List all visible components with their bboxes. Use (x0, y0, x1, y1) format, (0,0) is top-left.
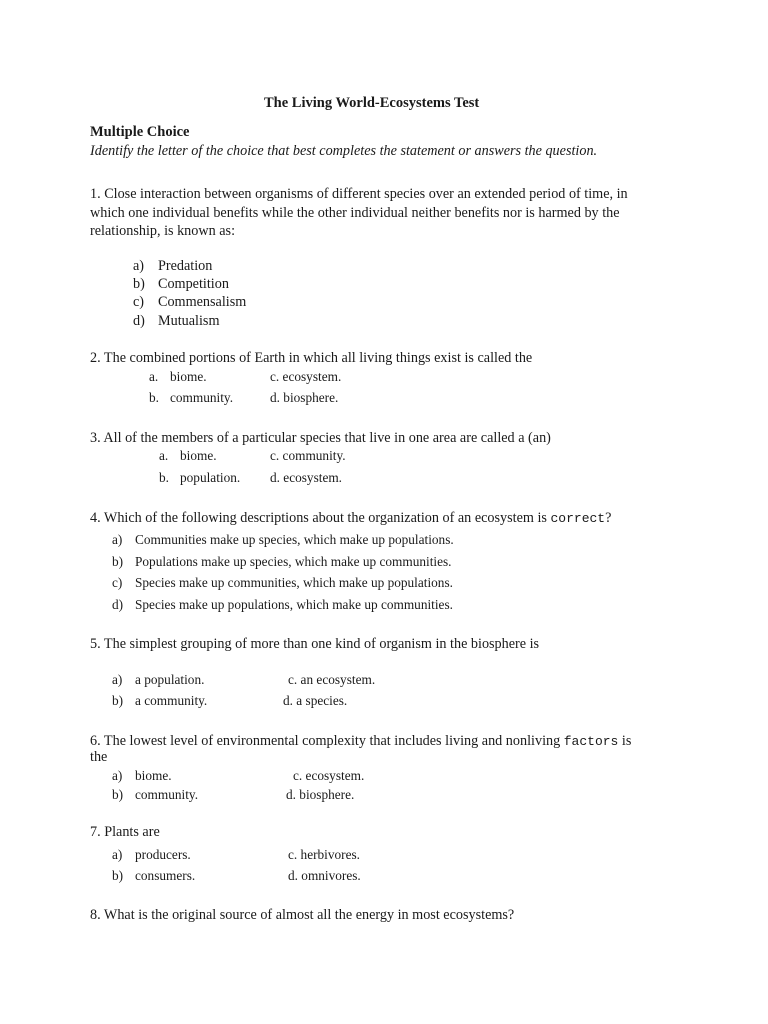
q6-text (90, 733, 631, 750)
q3-text: 3. All of the members of a particular species that live in one area are called a (an) (90, 430, 551, 446)
q2-option-a-letter: a. (149, 369, 159, 384)
q1-option-b-letter: b) (133, 276, 145, 292)
q4-text (90, 510, 611, 527)
q4-option-b-text: Populations make up species, which make up communities. (135, 554, 452, 569)
q1-text-line3: relationship, is known as: (90, 223, 236, 239)
q6-option-b-text: community. (135, 787, 199, 802)
q5-option-d: d. a species. (283, 693, 348, 708)
q1-option-d-letter: d) (133, 313, 145, 329)
q8-text: 8. What is the original source of almost all the energy in most ecosystems? (90, 907, 515, 923)
q3-option-a-text: biome. (180, 448, 217, 463)
q2-option-b-letter: b. (149, 390, 159, 405)
q1-option-b-text: Competition (158, 276, 229, 292)
q3-option-b-text: population. (180, 470, 241, 485)
q4-option-c-letter: c) (112, 575, 123, 590)
q5-option-a-letter: a) (112, 672, 123, 687)
q6-text-line2: the (90, 749, 108, 765)
q2-text: 2. The combined portions of Earth in which all living things exist is called the (90, 350, 533, 366)
q3-option-a-letter: a. (159, 448, 169, 463)
q2-option-a-text: biome. (170, 369, 207, 384)
q6-option-a-letter: a) (112, 768, 123, 783)
q6-option-c: c. ecosystem. (293, 768, 365, 783)
q6-text-main: 6. The lowest level of environmental complexity that includes living and nonliving (90, 733, 561, 749)
q4-option-b-letter: b) (112, 554, 124, 569)
q4-option-d-text: Species make up populations, which make up communities. (135, 597, 453, 612)
q4-option-a-letter: a) (112, 532, 123, 547)
q5-option-b-letter: b) (112, 693, 124, 708)
q6-option-b-letter: b) (112, 787, 124, 802)
q2-option-c: c. ecosystem. (270, 369, 342, 384)
q5-option-a-text: a population. (135, 672, 205, 687)
section-heading: Multiple Choice (90, 124, 190, 140)
q1-text-line2: which one individual benefits while the other individual neither benefits nor is harmed by the (90, 205, 620, 221)
q7-option-a-text: producers. (135, 847, 191, 862)
q3-option-c: c. community. (270, 448, 346, 463)
q3-option-b-letter: b. (159, 470, 169, 485)
q7-option-a-letter: a) (112, 847, 123, 862)
q1-option-a-text: Predation (158, 258, 213, 274)
q7-option-d: d. omnivores. (288, 868, 361, 883)
q3-option-d: d. ecosystem. (270, 470, 343, 485)
q4-option-d-letter: d) (112, 597, 124, 612)
q4-text-end: ? (605, 510, 612, 526)
q7-text: 7. Plants are (90, 824, 160, 840)
q4-option-c-text: Species make up communities, which make up populations. (135, 575, 453, 590)
q6-text-end: is (621, 733, 632, 749)
page-title: The Living World-Ecosystems Test (264, 95, 480, 111)
q4-text-main: 4. Which of the following descriptions about the organization of an ecosystem is (90, 510, 547, 526)
q1-option-c-text: Commensalism (158, 294, 247, 310)
q2-option-d: d. biosphere. (270, 390, 339, 405)
q4-text-emphasis: correct (550, 511, 606, 526)
q2-option-b-text: community. (170, 390, 234, 405)
q5-option-b-text: a community. (135, 693, 208, 708)
q1-text-line1: 1. Close interaction between organisms of different species over an extended period of time, in (90, 186, 628, 202)
q5-option-c: c. an ecosystem. (288, 672, 376, 687)
section-instructions: Identify the letter of the choice that best completes the statement or answers the question. (90, 143, 598, 159)
q6-option-a-text: biome. (135, 768, 172, 783)
q7-option-b-letter: b) (112, 868, 124, 883)
q5-text: 5. The simplest grouping of more than one kind of organism in the biosphere is (90, 636, 540, 652)
q1-option-d-text: Mutualism (158, 313, 220, 329)
q6-option-d: d. biosphere. (286, 787, 355, 802)
q4-option-a-text: Communities make up species, which make up populations. (135, 532, 454, 547)
q7-option-b-text: consumers. (135, 868, 196, 883)
q1-option-c-letter: c) (133, 294, 145, 310)
q6-text-emphasis: factors (563, 734, 619, 749)
q7-option-c: c. herbivores. (288, 847, 360, 862)
q1-option-a-letter: a) (133, 258, 145, 274)
